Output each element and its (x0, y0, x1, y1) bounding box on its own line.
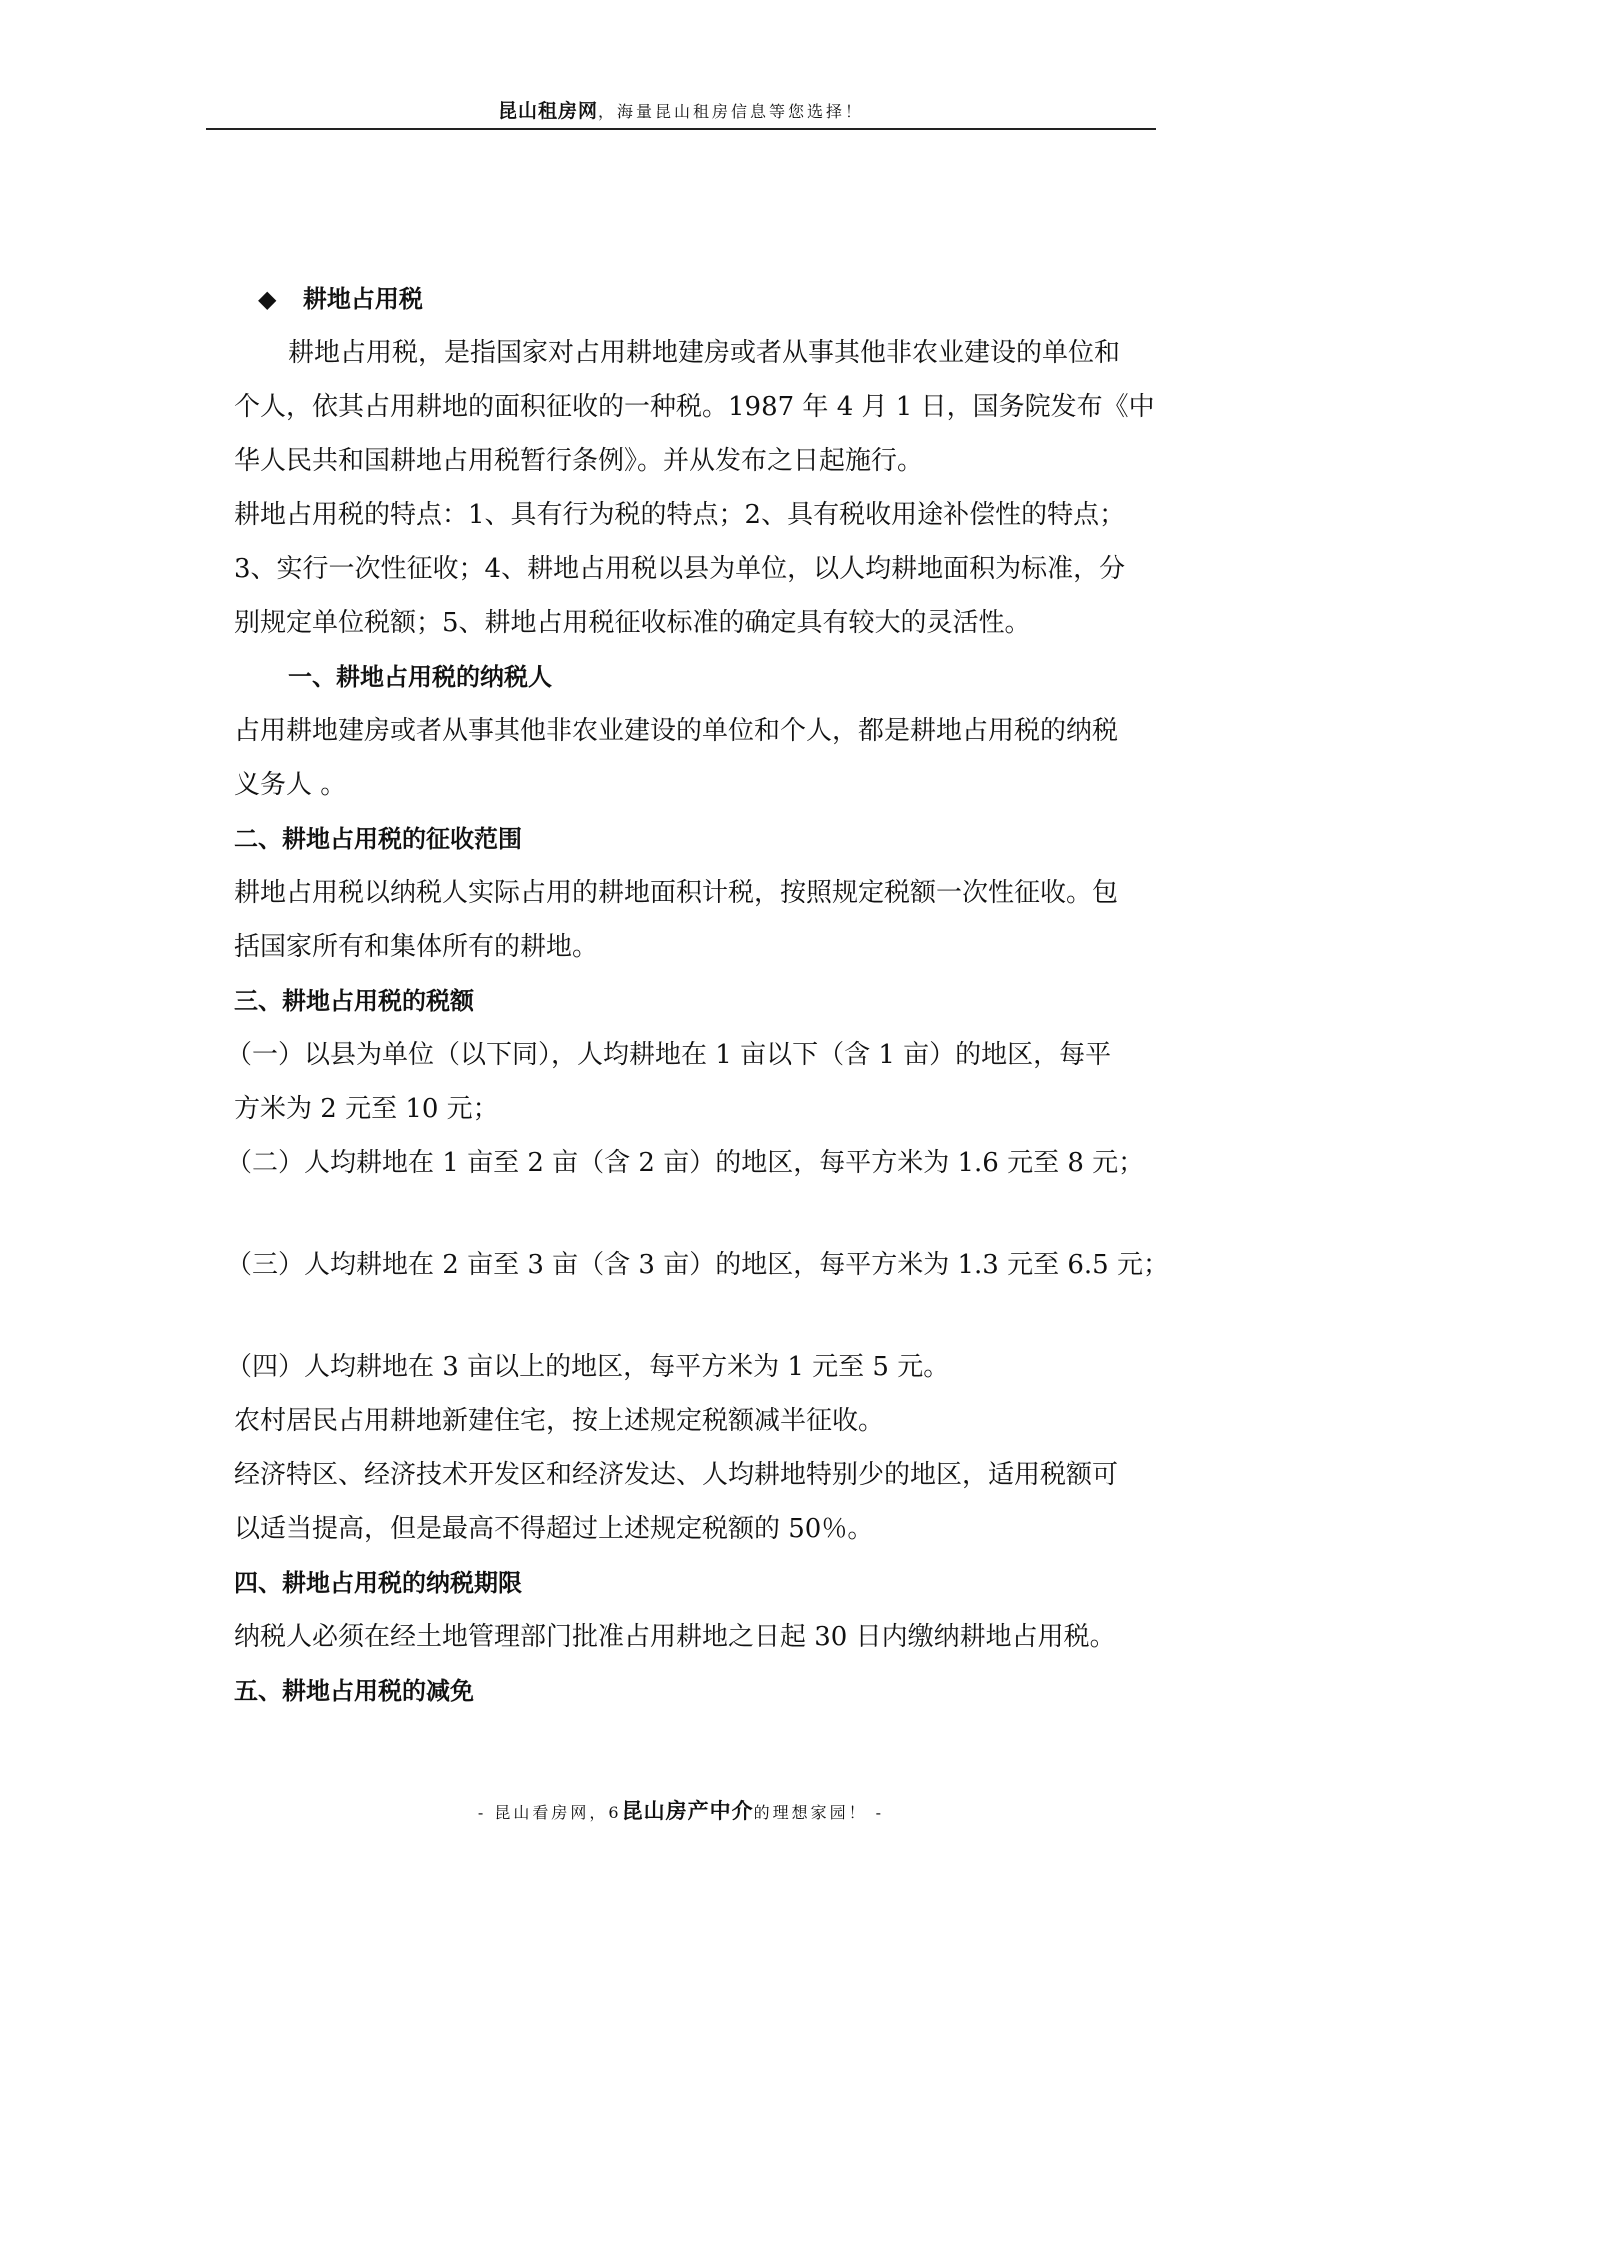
intro-line-3: 华人民共和国耕地占用税暂行条例》。并从发布之日起施行。 (234, 446, 924, 476)
section-2-text-2: 括国家所有和集体所有的耕地。 (234, 932, 599, 962)
section-4-title: 四、耕地占用税的纳税期限 (234, 1569, 522, 1597)
page-footer (206, 1795, 1156, 1825)
section-1-title: 一、耕地占用税的纳税人 (288, 663, 552, 691)
section-5-title: 五、耕地占用税的减免 (234, 1677, 474, 1705)
intro-line-2: 个人，依其占用耕地的面积征收的一种税。1987 年 4 月 1 日，国务院发布《中 (234, 392, 1155, 422)
features-line-1: 耕地占用税的特点：1、具有行为税的特点；2、具有税收用途补偿性的特点； (234, 500, 1126, 530)
section-2-title: 二、耕地占用税的征收范围 (234, 825, 522, 853)
header-tagline: ，海量昆山租房信息等您选择！ (598, 102, 865, 121)
rate-item-1b: 方米为 2 元至 10 元； (234, 1094, 499, 1124)
diamond-bullet-icon: ◆ (258, 285, 277, 313)
footer-prefix: - 昆山看房网，6 (477, 1803, 622, 1822)
header-rule (206, 128, 1156, 130)
section-2-text-1: 耕地占用税以纳税人实际占用的耕地面积计税，按照规定税额一次性征收。包 (234, 878, 1119, 908)
rate-item-4: （四）人均耕地在 3 亩以上的地区，每平方米为 1 元至 5 元。 (226, 1352, 950, 1382)
section-heading-main (258, 282, 1188, 316)
page-title: 耕地占用税 (302, 285, 423, 313)
features-line-2: 3、实行一次性征收；4、耕地占用税以县为单位，以人均耕地面积为标准，分 (234, 554, 1126, 584)
rate-item-1a: （一）以县为单位（以下同），人均耕地在 1 亩以下（含 1 亩）的地区，每平 (226, 1040, 1112, 1070)
intro-line-1: 耕地占用税，是指国家对占用耕地建房或者从事其他非农业建设的单位和 (288, 338, 1121, 368)
rural-housing-note: 农村居民占用耕地新建住宅，按上述规定税额减半征收。 (234, 1406, 885, 1436)
header-brand: 昆山租房网 (497, 100, 598, 122)
rate-item-2: （二）人均耕地在 1 亩至 2 亩（含 2 亩）的地区，每平方米为 1.6 元至 8 元； (226, 1148, 1145, 1178)
section-1-text-1: 占用耕地建房或者从事其他非农业建设的单位和个人，都是耕地占用税的纳税 (234, 716, 1119, 746)
special-zone-note-1: 经济特区、经济技术开发区和经济发达、人均耕地特别少的地区，适用税额可 (234, 1460, 1119, 1490)
rate-item-3: （三）人均耕地在 2 亩至 3 亩（含 3 亩）的地区，每平方米为 1.3 元至 6.5 元； (226, 1250, 1169, 1280)
page-header (206, 96, 1156, 123)
footer-brand: 昆山房产中介 (621, 1798, 754, 1823)
special-zone-note-2: 以适当提高，但是最高不得超过上述规定税额的 50％。 (234, 1514, 874, 1544)
section-1-text-2: 义务人 。 (234, 770, 347, 800)
features-line-3: 别规定单位税额；5、耕地占用税征收标准的确定具有较大的灵活性。 (234, 608, 1031, 638)
footer-suffix: 的理想家园！ - (753, 1803, 885, 1822)
section-3-title: 三、耕地占用税的税额 (234, 987, 474, 1015)
section-4-text: 纳税人必须在经土地管理部门批准占用耕地之日起 30 日内缴纳耕地占用税。 (234, 1622, 1116, 1652)
